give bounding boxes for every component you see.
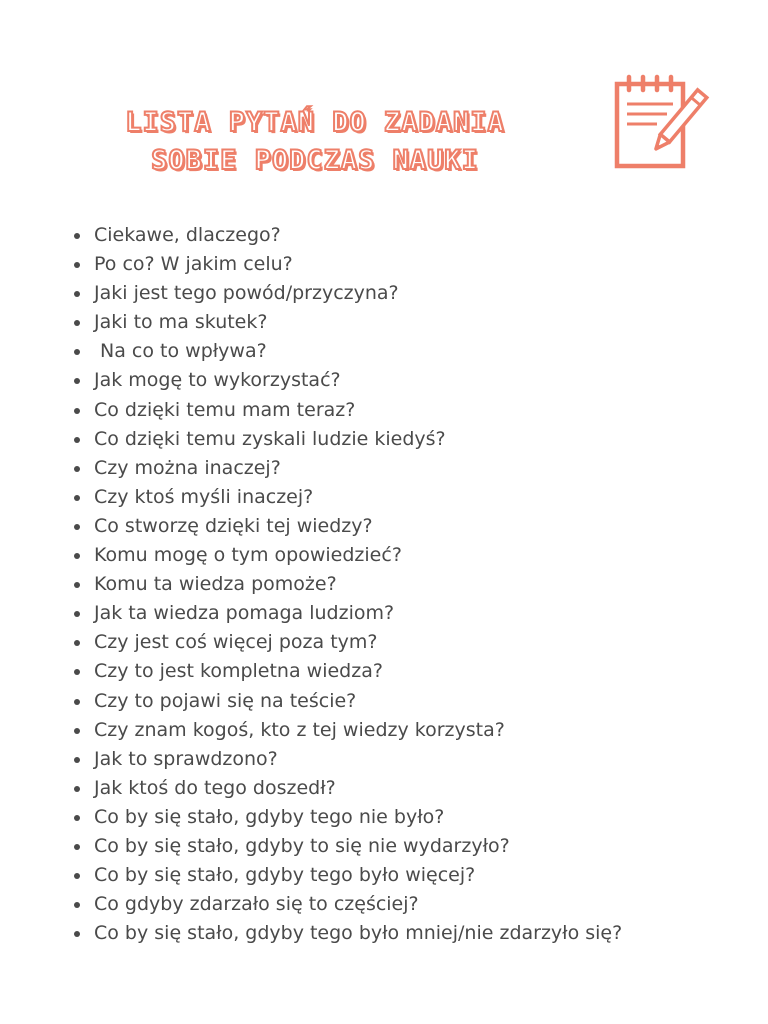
list-item <box>72 628 622 657</box>
question-list <box>72 221 622 948</box>
bullet <box>74 553 80 559</box>
question-text: Jak ktoś do tego doszedł? <box>94 776 336 799</box>
list-item <box>72 774 622 803</box>
question-text: Co dzięki temu mam teraz? <box>94 398 356 421</box>
bullet <box>74 233 80 239</box>
list-item <box>72 687 622 716</box>
question-text: Po co? W jakim celu? <box>94 253 293 276</box>
bullet <box>74 931 80 937</box>
question-text: Czy ktoś myśli inaczej? <box>94 485 314 508</box>
bullet <box>74 699 80 705</box>
list-item <box>72 221 622 250</box>
list-item <box>72 599 622 628</box>
list-item <box>72 454 622 483</box>
list-item <box>72 919 622 948</box>
bullet <box>74 378 80 384</box>
question-text: Jaki to ma skutek? <box>94 311 268 334</box>
bullet <box>74 815 80 821</box>
list-item <box>72 716 622 745</box>
bullet <box>74 902 80 908</box>
bullet <box>74 349 80 355</box>
question-text: Na co to wpływa? <box>94 340 267 363</box>
question-text: Co by się stało, gdyby tego nie było? <box>94 805 445 828</box>
bullet <box>74 524 80 530</box>
question-text: Co stworzę dzięki tej wiedzy? <box>94 514 373 537</box>
list-item <box>72 832 622 861</box>
question-text: Jaki jest tego powód/przyczyna? <box>94 282 399 305</box>
bullet <box>74 291 80 297</box>
question-text: Komu ta wiedza pomoże? <box>94 573 337 596</box>
question-text: Czy to jest kompletna wiedza? <box>94 660 383 683</box>
bullet <box>74 873 80 879</box>
question-text: Co by się stało, gdyby to się nie wydarzyło? <box>94 834 510 857</box>
bullet <box>74 466 80 472</box>
bullet <box>74 728 80 734</box>
list-item <box>72 803 622 832</box>
list-item <box>72 861 622 890</box>
list-item <box>72 512 622 541</box>
list-item <box>72 541 622 570</box>
list-item <box>72 657 622 686</box>
question-text: Jak to sprawdzono? <box>94 747 278 770</box>
bullet <box>74 757 80 763</box>
list-item <box>72 570 622 599</box>
question-text: Komu mogę o tym opowiedzieć? <box>94 544 402 567</box>
question-text: Jak ta wiedza pomaga ludziom? <box>94 602 395 625</box>
question-text: Co gdyby zdarzało się to częściej? <box>94 893 419 916</box>
list-item <box>72 890 622 919</box>
list-item <box>72 279 622 308</box>
question-text: Czy to pojawi się na teście? <box>94 689 357 712</box>
question-text: Czy znam kogoś, kto z tej wiedzy korzysta? <box>94 718 505 741</box>
list-item <box>72 366 622 395</box>
bullet <box>74 669 80 675</box>
notepad-pencil-icon <box>611 74 711 174</box>
page-title <box>40 104 590 180</box>
bullet <box>74 320 80 326</box>
bullet <box>74 611 80 617</box>
list-item <box>72 337 622 366</box>
question-text: Ciekawe, dlaczego? <box>94 224 281 246</box>
list-item <box>72 396 622 425</box>
bullet <box>74 844 80 850</box>
title-line-1: LISTA PYTAŃ DO ZADANIA <box>125 107 505 139</box>
list-item <box>72 425 622 454</box>
title-line-2: SOBIE PODCZAS NAUKI <box>151 145 479 177</box>
question-text: Co dzięki temu zyskali ludzie kiedyś? <box>94 427 446 450</box>
list-item <box>72 308 622 337</box>
question-text: Co by się stało, gdyby tego było mniej/nie zdarzyło się? <box>94 922 623 945</box>
list-item <box>72 250 622 279</box>
bullet <box>74 437 80 443</box>
bullet <box>74 408 80 414</box>
question-text: Czy jest coś więcej poza tym? <box>94 631 378 654</box>
bullet <box>74 262 80 268</box>
bullet <box>74 582 80 588</box>
list-item <box>72 745 622 774</box>
question-text: Co by się stało, gdyby tego było więcej? <box>94 864 476 887</box>
bullet <box>74 495 80 501</box>
bullet <box>74 640 80 646</box>
bullet <box>74 786 80 792</box>
question-text: Czy można inaczej? <box>94 456 281 479</box>
question-text: Jak mogę to wykorzystać? <box>94 369 341 392</box>
list-item <box>72 483 622 512</box>
